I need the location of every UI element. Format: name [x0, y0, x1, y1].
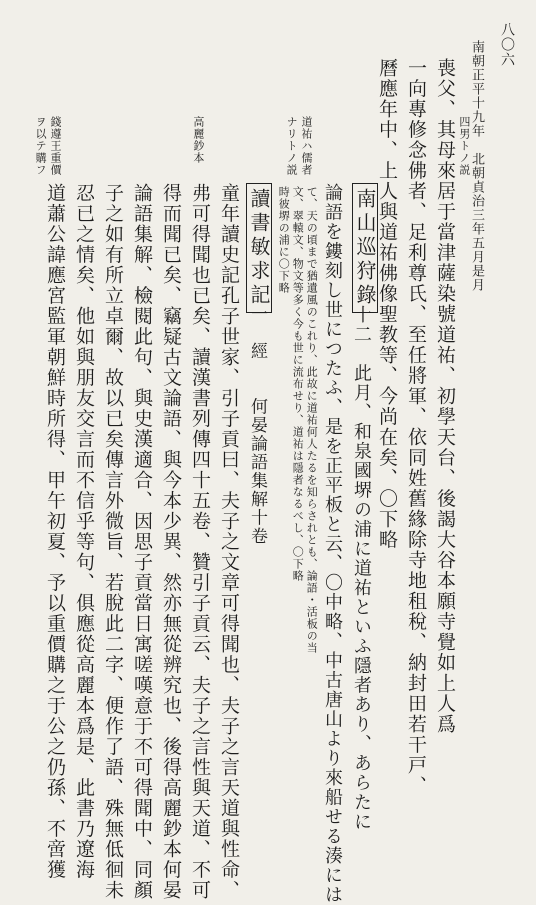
- body-column-9: 忍已之情矣、他如與朋友交言而不信乎等句、俱應從高麗本爲是、此書乃遼海: [73, 183, 95, 880]
- body-column-3: 曆應年中、上人與道祐佛像聖教等、今尚在矣、〇下略: [376, 58, 398, 550]
- body-column-1: 喪父、其母來居于當津薩染號道祐、初學天台、後謁大谷本願寺覺如上人爲: [434, 58, 456, 735]
- body-column-5: 弗可得聞也已矣、讀漢書列傳四十五卷、贊引子貢云、夫子之言性與天道、不可: [189, 183, 211, 901]
- body-column-6: 得而聞已矣、竊疑古文論語、與今本少異、然亦無從辨究也、後得高麗鈔本何晏: [160, 183, 182, 901]
- running-head: 南朝正平十九年 北朝貞治三年五月是月: [469, 40, 484, 292]
- page-number: 八〇六: [499, 22, 515, 67]
- margin-note-2: 道祐ハ儒者ナリトノ説: [285, 116, 313, 176]
- margin-note-4: 錢遵王重價ヲ以テ購フ: [34, 116, 62, 176]
- body-column-2: 一向專修念佛者、足利尊氏、至任將軍、依同姓舊緣除寺地租稅、納封田若干戸、: [405, 58, 427, 796]
- body-column-4: 童年讀史記孔子世家、引子貢曰、夫子之文章可得聞也、夫子之言天道與性命、: [218, 183, 240, 901]
- small-note-1: て、天の頃まで猶遺風のこれり、此故に道祐何人たるを知らされとも、論語・活板の当: [305, 186, 319, 654]
- dokusho-binkyuki-title-box: 讀書敏求記: [246, 183, 272, 313]
- body-column-10: 道蕭公諱應宮監軍朝鮮時所得、甲午初夏、予以重價購之于公之仍孫、不啻獲: [44, 183, 66, 880]
- margin-note-3: 高麗鈔本: [191, 116, 205, 164]
- small-note-2: 文、翠轅文、物文等多く今も世に流布せり、道祐は隱者なるべし、〇下略: [291, 186, 305, 582]
- nanzan-first-line: 十二 此月、和泉國堺の浦に道祐といふ隱者あり、あらたに: [351, 305, 372, 832]
- small-note-3: 時彼堺の浦に〇下略: [277, 186, 291, 294]
- nanzan-junshuroku-title-box: 南山巡狩錄: [352, 183, 378, 313]
- margin-note-1: 四男トノ説: [457, 116, 471, 176]
- dokusho-entry-line: 一 經 何晏論語集解十卷: [247, 305, 267, 546]
- body-column-7: 論語集解、檢閱此句、與史漢適合、因思子貢當日寓嗟嘆意于不可得聞中、同顏: [131, 183, 153, 901]
- nanzan-continue-line: 論語を鏤刻し世につたふ、是を正平板と云、〇中略、中古唐山より來船せる湊には: [322, 183, 343, 905]
- body-column-8: 子之如有所立卓爾、故以已矣傳言外微旨、若脫此二字、便作了語、殊無低徊未: [102, 183, 124, 901]
